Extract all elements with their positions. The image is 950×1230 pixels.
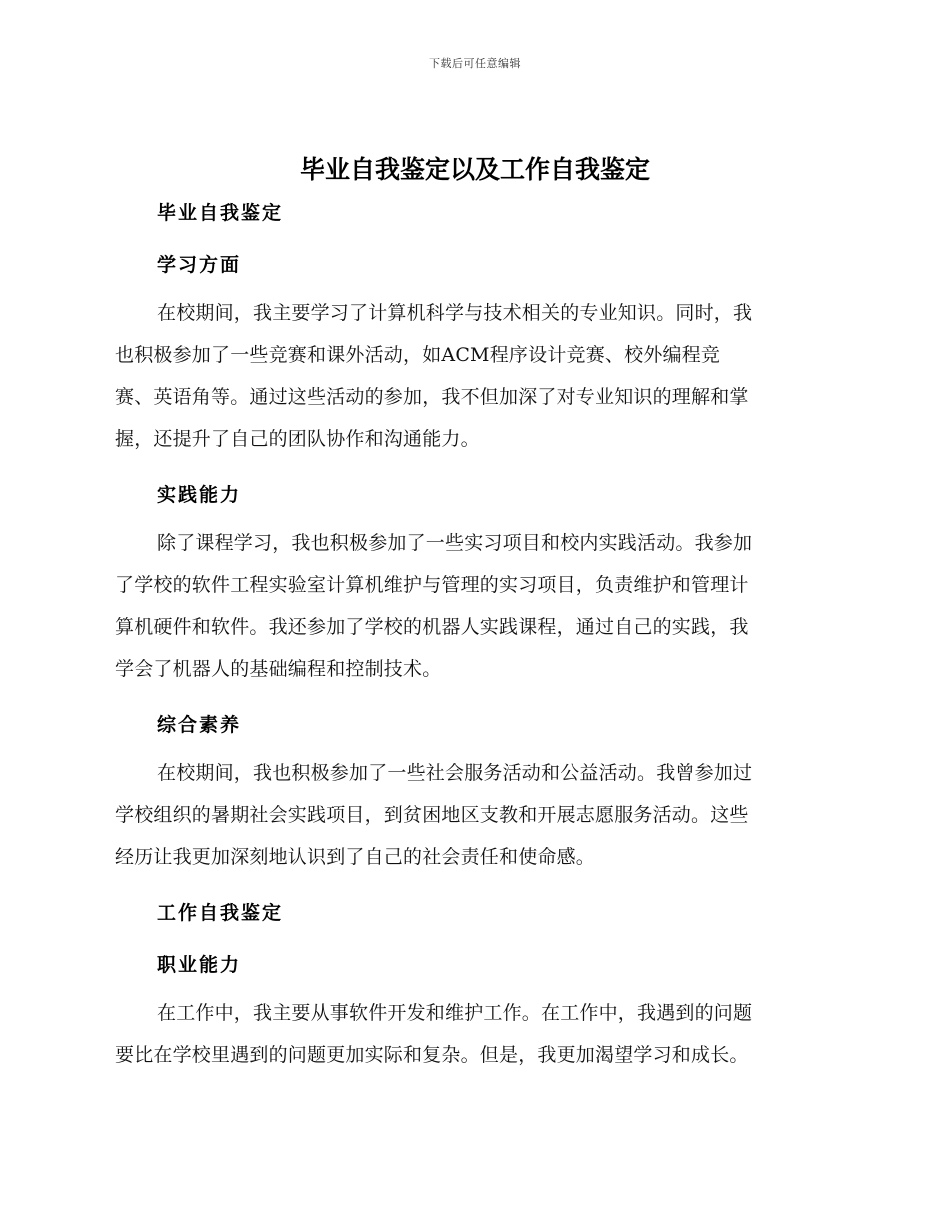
paragraph-line: 算机硬件和软件。我还参加了学校的机器人实践课程，通过自己的实践，我	[115, 616, 749, 638]
paragraph-line: 握，还提升了自己的团队协作和沟通能力。	[115, 428, 480, 450]
paragraph-line: 学校组织的暑期社会实践项目，到贫困地区支教和开展志愿服务活动。这些	[115, 804, 749, 826]
subheading-practice: 实践能力	[157, 484, 242, 506]
section-heading-graduation: 毕业自我鉴定	[157, 202, 284, 224]
subheading-quality: 综合素养	[157, 714, 242, 736]
paragraph-line: 赛、英语角等。通过这些活动的参加，我不但加深了对专业知识的理解和掌	[115, 386, 749, 408]
subheading-study: 学习方面	[157, 254, 242, 276]
paragraph-line: 了学校的软件工程实验室计算机维护与管理的实习项目，负责维护和管理计	[115, 574, 749, 596]
paragraph-line: 要比在学校里遇到的问题更加实际和复杂。但是，我更加渴望学习和成长。	[115, 1044, 749, 1066]
paragraph-quality	[115, 752, 830, 878]
paragraph-study	[115, 292, 830, 460]
document-title: 毕业自我鉴定以及工作自我鉴定	[299, 155, 650, 184]
paragraph-practice	[115, 522, 830, 690]
section-heading-work: 工作自我鉴定	[157, 902, 284, 924]
paragraph-line: 在校期间，我也积极参加了一些社会服务活动和公益活动。我曾参加过	[157, 762, 753, 784]
page-header: 下载后可任意编辑	[429, 57, 521, 70]
paragraph-line: 也积极参加了一些竞赛和课外活动，如ACM程序设计竞赛、校外编程竞	[115, 344, 721, 366]
paragraph-line: 在工作中，我主要从事软件开发和维护工作。在工作中，我遇到的问题	[157, 1002, 753, 1024]
paragraph-line: 经历让我更加深刻地认识到了自己的社会责任和使命感。	[115, 846, 596, 868]
subheading-career: 职业能力	[157, 954, 242, 976]
paragraph-line: 学会了机器人的基础编程和控制技术。	[115, 658, 442, 680]
paragraph-line: 除了课程学习，我也积极参加了一些实习项目和校内实践活动。我参加	[157, 532, 753, 554]
paragraph-career	[115, 992, 830, 1076]
paragraph-line: 在校期间，我主要学习了计算机科学与技术相关的专业知识。同时，我	[157, 302, 753, 324]
